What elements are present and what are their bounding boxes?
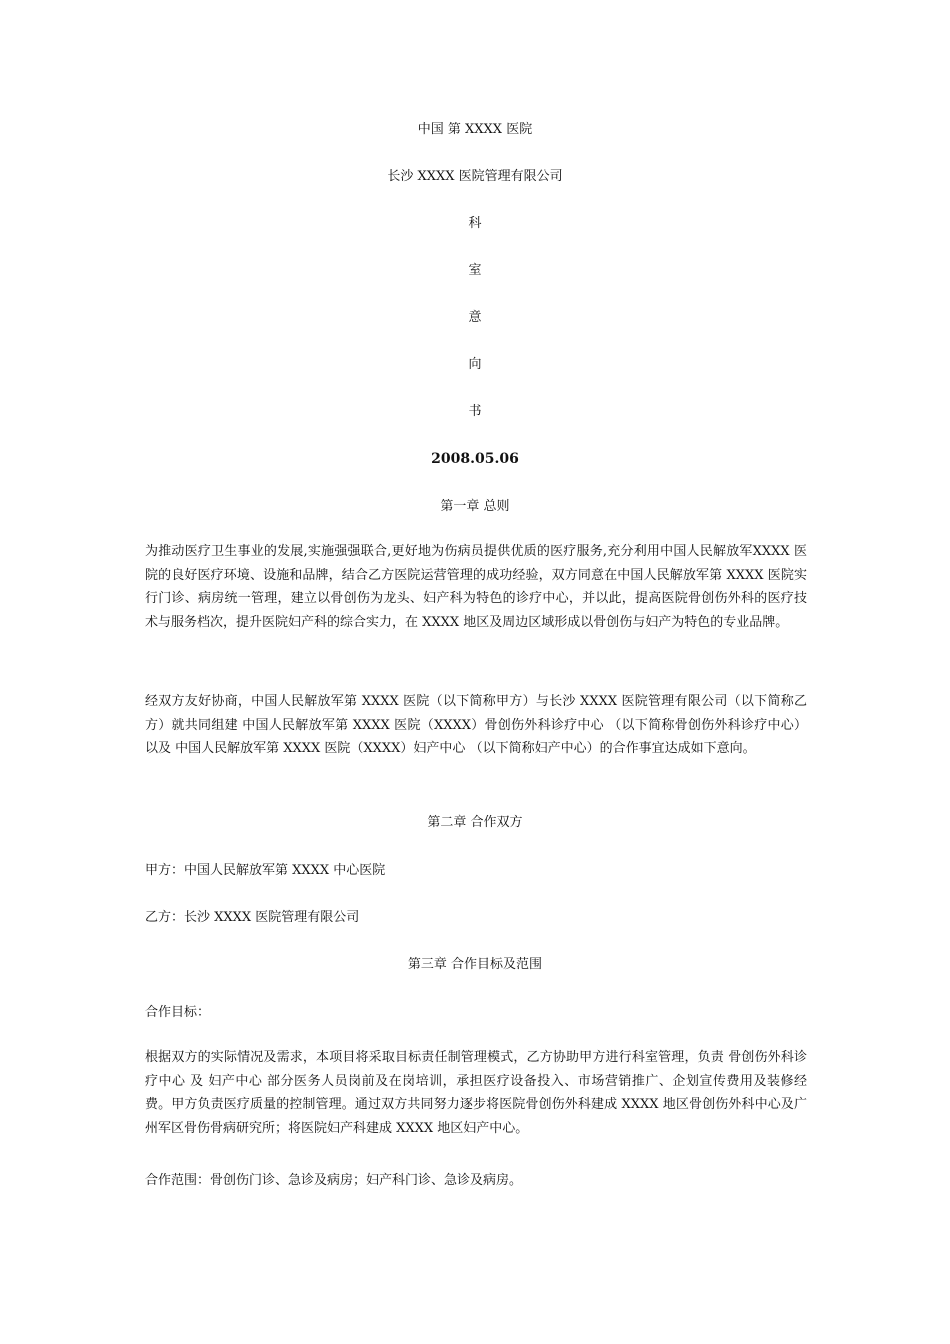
chapter3-heading: 第三章 合作目标及范围 [407, 957, 543, 972]
title-hospital: 中国 第 XXXX 医院 [417, 122, 533, 137]
chapter1-heading: 第一章 总则 [440, 499, 510, 514]
chapter2-heading: 第二章 合作双方 [427, 815, 523, 830]
scope-line: 合作范围：骨创伤门诊、急诊及病房；妇产科门诊、急诊及病房。 [145, 1173, 523, 1188]
goal-label: 合作目标： [145, 1005, 211, 1020]
party-b: 乙方：长沙 XXXX 医院管理有限公司 [145, 910, 360, 925]
title-char-4: 向 [468, 357, 482, 372]
goal-paragraph: 根据双方的实际情况及需求，本项目将采取目标责任制管理模式，乙方协助甲方进行科室管理，负责 骨创伤外科诊疗中心 及 妇产中心 部分医务人员岗前及在岗培训，承担医疗设备投入、市场营销推广、企划宣传费用及装修经费。甲方负责医疗质量的控制管理。通过双方共同努力逐步将医院骨创伤外科建成 XXXX 地区骨创伤外科中心及广州军区骨伤骨病研究所；将医院妇产科建成 XXXX 地区妇产中心。 [145, 1050, 807, 1136]
chapter1-paragraph-2: 经双方友好协商，中国人民解放军第 XXXX 医院（以下简称甲方）与长沙 XXXX 医院管理有限公司（以下简称乙方）就共同组建 中国人民解放军第 XXXX 医院（XXXX）骨创伤外科诊疗中心 （以下简称骨创伤外科诊疗中心）以及 中国人民解放军第 XXXX 医院（XXXX）妇产中心 （以下简称妇产中心）的合作事宜达成如下意向。 [145, 694, 807, 756]
document-date: 2008.05.06 [431, 451, 519, 467]
chapter1-paragraph-1: 为推动医疗卫生事业的发展,实施强强联合,更好地为伤病员提供优质的医疗服务,充分利用中国人民解放军XXXX 医院的良好医疗环境、设施和品牌，结合乙方医院运营管理的成功经验，双方同意在中国人民解放军第 XXXX 医院实行门诊、病房统一管理，建立以骨创伤为龙头、妇产科为特色的诊疗中心，并以此，提高医院骨创伤外科的医疗技术与服务档次，提升医院妇产科的综合实力，在 XXXX 地区及周边区域形成以骨创伤与妇产为特色的专业品牌。 [145, 544, 807, 630]
title-char-2: 室 [468, 263, 482, 278]
party-a: 甲方：中国人民解放军第 XXXX 中心医院 [145, 863, 386, 878]
title-company: 长沙 XXXX 医院管理有限公司 [387, 169, 563, 184]
title-char-1: 科 [468, 216, 482, 231]
title-char-3: 意 [468, 310, 482, 325]
title-char-5: 书 [468, 404, 482, 419]
